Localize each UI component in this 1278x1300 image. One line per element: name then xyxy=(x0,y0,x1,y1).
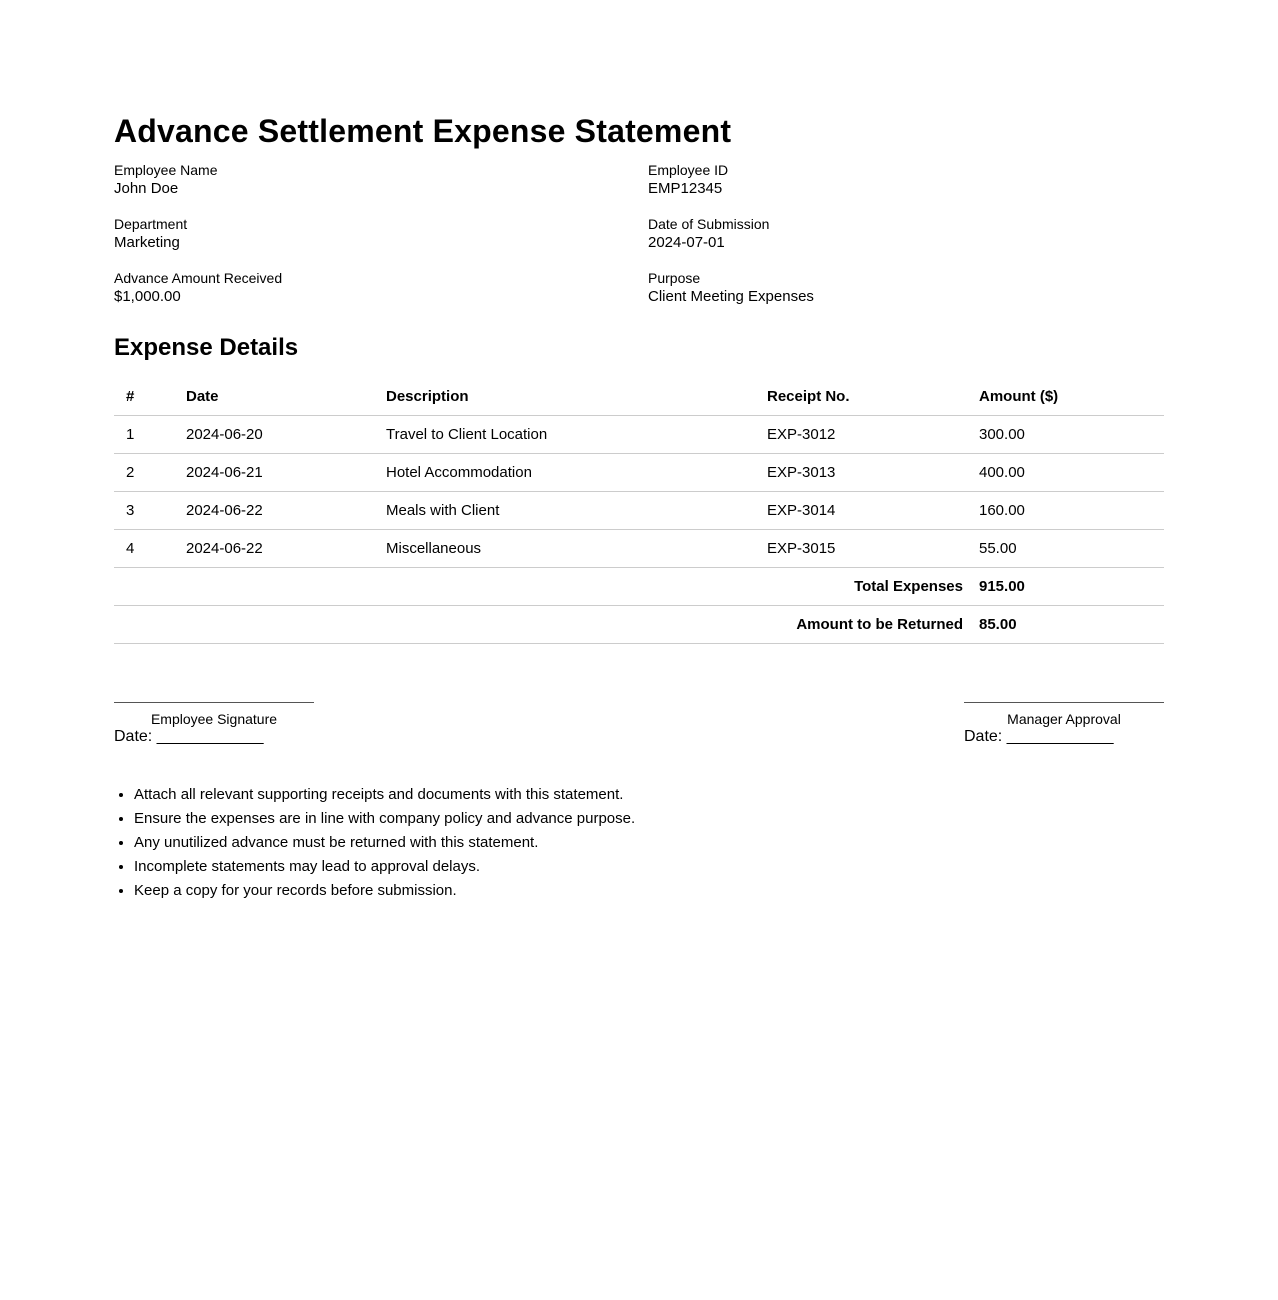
cell-amount: 300.00 xyxy=(967,416,1164,454)
column-header-description: Description xyxy=(374,378,755,416)
column-header-date: Date xyxy=(174,378,374,416)
info-label: Date of Submission xyxy=(648,216,770,232)
employee-signature-label: Employee Signature xyxy=(150,711,278,727)
list-item: • Attach all relevant supporting receipts and documents with this statement. xyxy=(134,783,635,807)
statement-page xyxy=(114,110,1164,899)
cell-date: 2024-06-22 xyxy=(174,530,374,568)
cell-description: Hotel Accommodation xyxy=(374,454,755,492)
info-label: Employee ID xyxy=(648,162,729,178)
list-item: • Any unutilized advance must be returned with this statement. xyxy=(134,831,635,855)
info-value: John Doe xyxy=(114,180,179,197)
cell-receipt: EXP-3013 xyxy=(755,454,967,492)
cell-description: Meals with Client xyxy=(374,492,755,530)
info-date-of-submission xyxy=(648,214,1164,252)
employee-signature-block xyxy=(114,702,314,746)
info-value: $1,000.00 xyxy=(114,288,181,305)
list-item: • Keep a copy for your records before submission. xyxy=(134,879,635,903)
table-row xyxy=(114,530,1164,568)
info-label: Department xyxy=(114,216,188,232)
cell-number: 2 xyxy=(114,454,174,492)
cell-description: Travel to Client Location xyxy=(374,416,755,454)
info-value: 2024-07-01 xyxy=(648,234,725,251)
cell-amount: 160.00 xyxy=(967,492,1164,530)
manager-approval-block xyxy=(964,702,1164,746)
info-value: EMP12345 xyxy=(648,180,723,197)
cell-receipt: EXP-3015 xyxy=(755,530,967,568)
cell-receipt: EXP-3012 xyxy=(755,416,967,454)
employee-info-grid xyxy=(114,160,1164,306)
info-value: Client Meeting Expenses xyxy=(648,288,814,305)
info-purpose xyxy=(648,268,1164,306)
info-employee-name xyxy=(114,160,648,198)
info-value: Marketing xyxy=(114,234,180,251)
table-row xyxy=(114,492,1164,530)
info-advance-amount xyxy=(114,268,648,306)
employee-signature-date: Date: ____________ xyxy=(114,728,264,745)
column-header-number: # xyxy=(114,378,174,416)
info-label: Advance Amount Received xyxy=(114,270,283,286)
expense-table xyxy=(114,378,1164,644)
manager-approval-line xyxy=(964,702,1164,703)
cell-date: 2024-06-20 xyxy=(174,416,374,454)
manager-approval-label: Manager Approval xyxy=(1007,711,1121,727)
info-department xyxy=(114,214,648,252)
amount-returned-row xyxy=(114,606,1164,644)
cell-number: 1 xyxy=(114,416,174,454)
list-item: • Ensure the expenses are in line with company policy and advance purpose. xyxy=(134,807,635,831)
cell-amount: 55.00 xyxy=(967,530,1164,568)
table-row xyxy=(114,454,1164,492)
page-title: Advance Settlement Expense Statement xyxy=(114,113,732,149)
instructions-list xyxy=(114,783,635,903)
expense-details-heading: Expense Details xyxy=(114,334,299,361)
table-row xyxy=(114,416,1164,454)
column-header-receipt: Receipt No. xyxy=(755,378,967,416)
employee-signature-line xyxy=(114,702,314,703)
total-expenses-label: Total Expenses xyxy=(114,568,967,606)
info-employee-id xyxy=(648,160,1164,198)
info-label: Employee Name xyxy=(114,162,218,178)
cell-receipt: EXP-3014 xyxy=(755,492,967,530)
total-expenses-value: 915.00 xyxy=(967,568,1164,606)
amount-returned-value: 85.00 xyxy=(967,606,1164,644)
cell-amount: 400.00 xyxy=(967,454,1164,492)
cell-date: 2024-06-21 xyxy=(174,454,374,492)
cell-number: 4 xyxy=(114,530,174,568)
cell-date: 2024-06-22 xyxy=(174,492,374,530)
cell-number: 3 xyxy=(114,492,174,530)
signature-section xyxy=(114,702,1164,752)
column-header-amount: Amount ($) xyxy=(967,378,1164,416)
manager-approval-date: Date: ____________ xyxy=(964,728,1114,745)
info-label: Purpose xyxy=(648,270,701,286)
table-header-row xyxy=(114,378,1164,416)
total-expenses-row xyxy=(114,568,1164,606)
cell-description: Miscellaneous xyxy=(374,530,755,568)
list-item: • Incomplete statements may lead to approval delays. xyxy=(134,855,635,879)
amount-returned-label: Amount to be Returned xyxy=(114,606,967,644)
